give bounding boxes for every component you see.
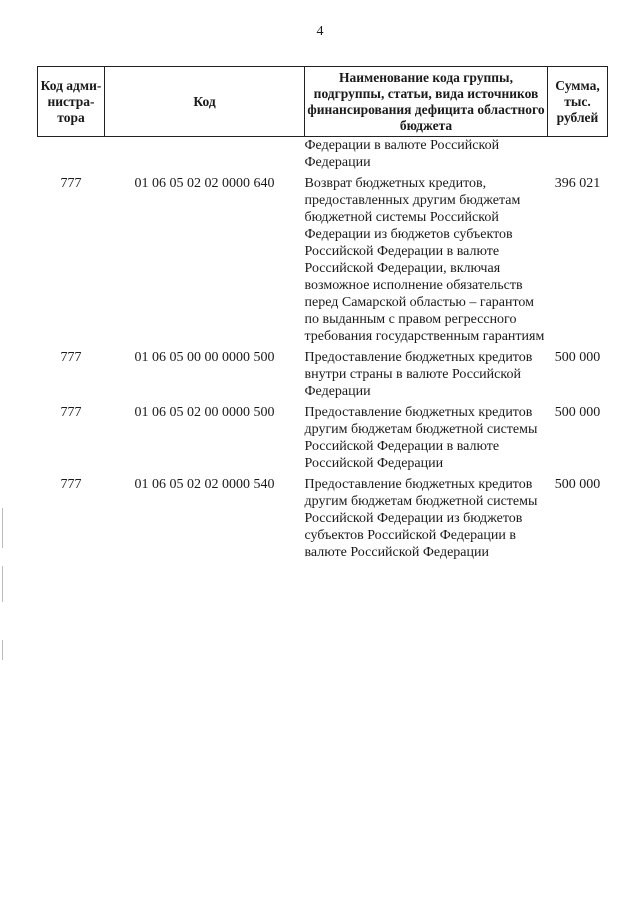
header-code: Код: [105, 67, 305, 137]
row-code: 01 06 05 02 02 0000 640: [134, 176, 275, 191]
row-code: 01 06 05 00 00 0000 500: [134, 350, 275, 365]
header-name: Наименование кода группы, подгруппы, статьи, вида источников финансирования дефицита областного бюджета: [305, 67, 548, 137]
table-row: [38, 349, 608, 404]
header-amount: Сумма, тыс. рублей: [548, 67, 608, 137]
scan-margin-mark: [2, 508, 3, 548]
sources-of-financing-table: [37, 66, 608, 565]
row-admin-code: 777: [60, 477, 82, 492]
continuation-text: Федерации в валюте Российской Федерации: [304, 138, 500, 170]
row-code: 01 06 05 02 00 0000 500: [134, 405, 275, 420]
row-admin-code: 777: [60, 176, 82, 191]
row-code: 01 06 05 02 02 0000 540: [134, 477, 275, 492]
row-amount: 500 000: [554, 405, 601, 420]
page-number: 4: [316, 24, 324, 39]
row-name: Предоставление бюджетных кредитов другим бюджетам бюджетной системы Российской Федерации в валюте Российской Федерации: [304, 405, 538, 471]
row-name: Предоставление бюджетных кредитов внутри страны в валюте Российской Федерации: [304, 350, 533, 399]
table-row-continuation: [38, 137, 608, 176]
row-name: Предоставление бюджетных кредитов другим бюджетам бюджетной системы Российской Федерации из бюджетов субъектов Российской Федерации в валюте Российской Федерации: [304, 477, 538, 560]
table-row: [38, 404, 608, 476]
row-amount: 500 000: [554, 350, 601, 365]
row-amount: 396 021: [554, 176, 601, 191]
table-row: [38, 476, 608, 565]
table-header: [38, 67, 608, 137]
row-name: Возврат бюджетных кредитов, предоставленных другим бюджетам бюджетной системы Российской Федерации из бюджетов субъектов Российской Федерации в валюте Российской Федерации, включая возможное исполнение обязательств перед Самарской областью – гарантом по выданным с правом регрессного требования государственным гарантиям: [304, 176, 545, 344]
header-admin-code: Код адми-нистра-тора: [38, 67, 105, 137]
table-row: [38, 175, 608, 349]
scan-margin-mark: [2, 640, 3, 660]
row-amount: 500 000: [554, 477, 601, 492]
scan-margin-mark: [2, 566, 3, 602]
row-admin-code: 777: [60, 350, 82, 365]
row-admin-code: 777: [60, 405, 82, 420]
